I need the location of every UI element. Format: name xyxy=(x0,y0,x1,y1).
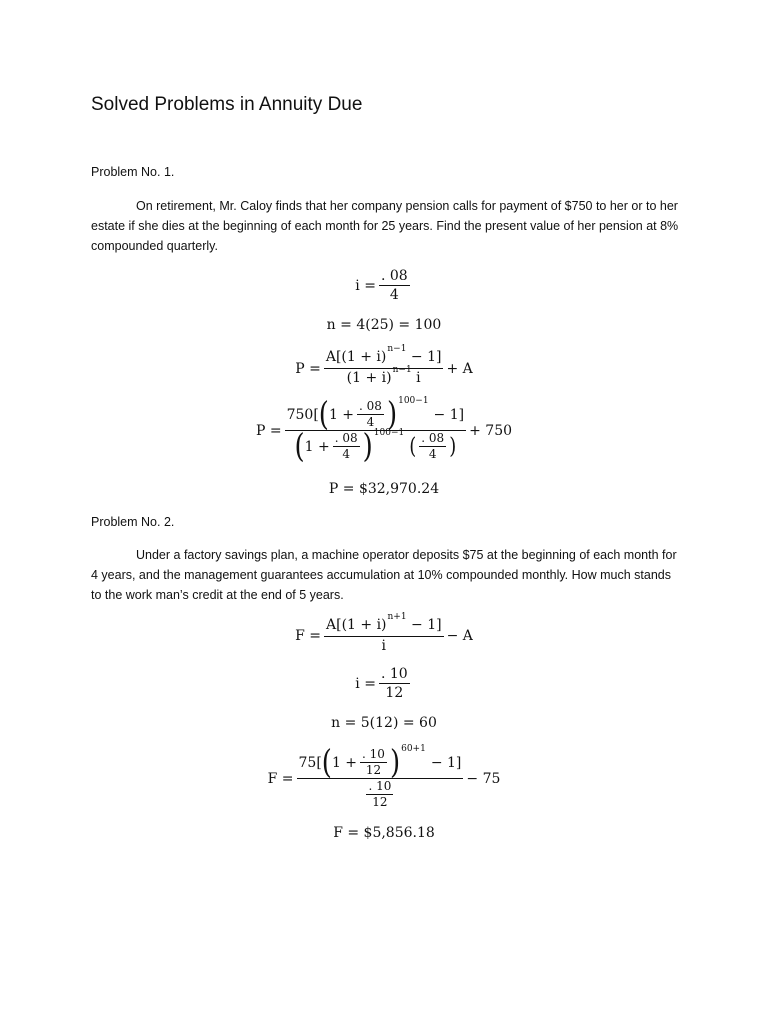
p2-formula-den: i xyxy=(381,638,387,654)
p2-equation-substituted xyxy=(0,743,768,809)
p2-sub-num: 75[ ( 1 + $\frac{. 10}{12}$ ) 60+1 − 1] xyxy=(298,743,462,782)
p1-equation-i xyxy=(0,268,768,303)
p1-formula-den: $(1 + i)^{n-1}$ i xyxy=(346,365,421,386)
problem-1-text: On retirement, Mr. Caloy finds that her company pension calls for payment of $750 to her or to her estate if she dies at the beginning of each month for 25 years. Find the present value of her pension at 8% compounded quarterly. xyxy=(91,199,679,253)
p1-answer: P = $32,970.24 xyxy=(328,481,440,497)
document-title: Solved Problems in Annuity Due xyxy=(91,94,363,115)
p1-sub-den: ( 1 + $\frac{. 08}{4}$ ) 100−1 ( $\frac{. 08}{4}$ ) xyxy=(294,427,457,466)
p2-i-lhs: i = xyxy=(355,675,376,692)
p1-formula-lhs: P = xyxy=(295,360,321,377)
p1-equation-formula xyxy=(0,344,768,388)
p1-i-den: 4 xyxy=(389,287,399,303)
problem-1-heading: Problem No. 1. xyxy=(91,165,175,179)
problem-2-heading: Problem No. 2. xyxy=(91,515,175,529)
p2-sub-lhs: F = xyxy=(267,770,294,787)
p2-formula-rhs: − A xyxy=(446,627,473,644)
p2-equation-i xyxy=(0,666,768,701)
p1-i-lhs: i = xyxy=(355,277,376,294)
p1-i-num: . 08 xyxy=(380,268,408,284)
p2-equation-formula xyxy=(0,612,768,654)
p1-equation-substituted xyxy=(0,395,768,466)
p2-formula-lhs: F = xyxy=(295,627,321,644)
p2-answer: F = $5,856.18 xyxy=(333,825,435,841)
p2-equation-n: n = 5(12) = 60 xyxy=(331,715,437,731)
p1-sub-num: 750[ ( 1 + $\frac{. 08}{4}$ ) 100−1 − 1] xyxy=(286,395,465,434)
p2-sub-rhs: − 75 xyxy=(466,770,501,787)
p2-sub-den: $\frac{. 10}{12}$ xyxy=(368,779,392,809)
p1-formula-num: $A[(1 + i)^{n-1} - 1]$ xyxy=(324,349,444,369)
p1-sub-lhs: P = xyxy=(255,422,282,439)
p2-formula-num: $A[(1 + i)^{n+1} - 1]$ xyxy=(324,617,444,637)
p1-sub-rhs: + 750 xyxy=(469,422,513,439)
p2-i-den: 12 xyxy=(385,685,404,701)
p2-i-num: . 10 xyxy=(380,666,408,682)
p1-formula-rhs: + A xyxy=(446,360,473,377)
problem-2-text: Under a factory savings plan, a machine operator deposits $75 at the beginning of each month for 4 years, and the management guarantees accumulation at 10% compounded monthly. How much stands to the work man’s credit at the end of 5 years. xyxy=(91,548,677,602)
p1-equation-n: n = 4(25) = 100 xyxy=(326,317,442,333)
